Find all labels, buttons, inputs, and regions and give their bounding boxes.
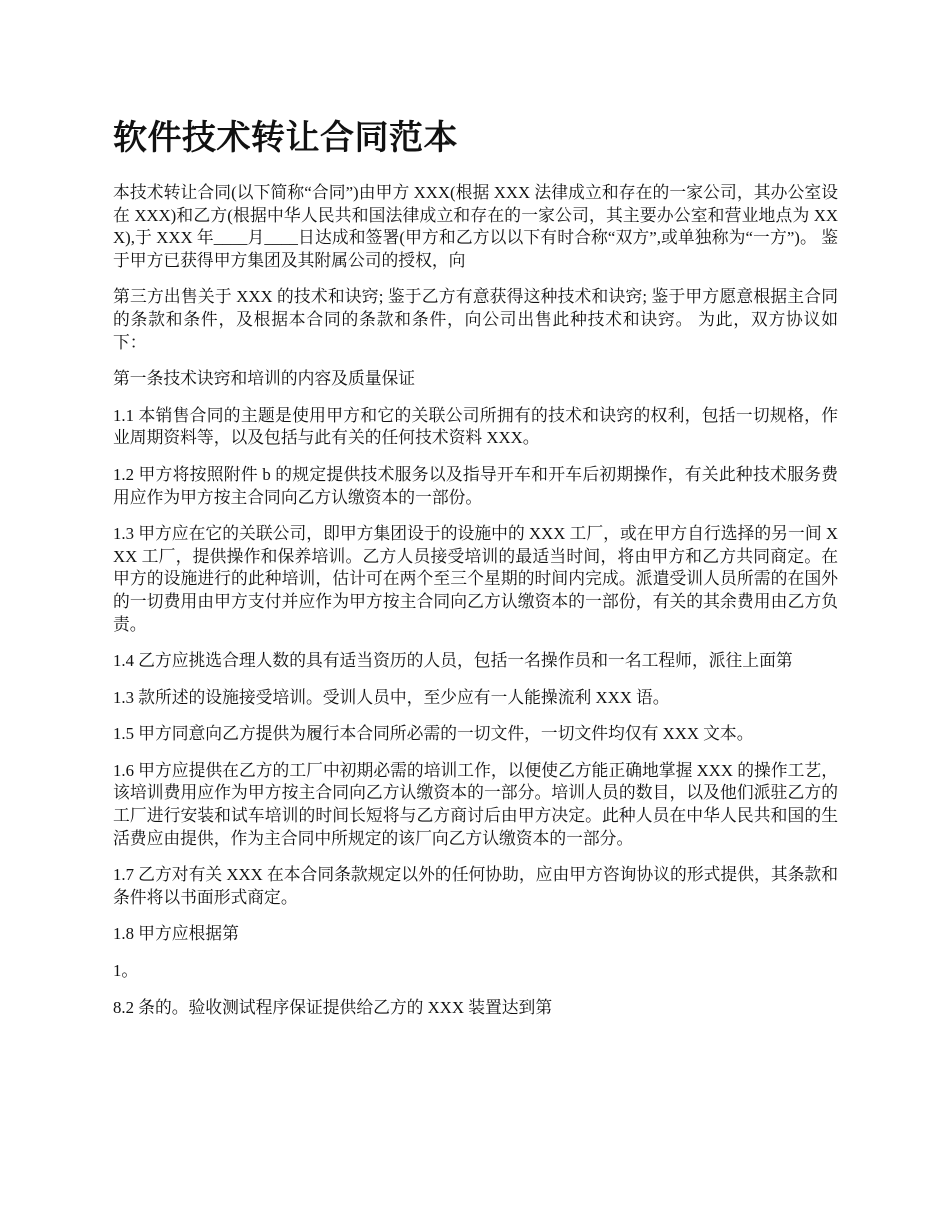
document-title: 软件技术转让合同范本 xyxy=(113,118,458,158)
paragraph-intro: 本技术转让合同(以下简称“合同”)由甲方 XXX(根据 XXX 法律成立和存在的一家公司，其办公室设在 XXX)和乙方(根据中华人民共和国法律成立和存在的一家公司，其主要办公室和营业地点为 XXX),于 XXX 年____月____日达成和签署(甲方和乙方以以下有时合称“双方”,或单独称为“一方”)。 鉴于甲方已获得甲方集团及其附属公司的授权，向 xyxy=(113,183,838,270)
clause-8-2-fragment: 8.2 条的。验收测试程序保证提供给乙方的 XXX 装置达到第 xyxy=(113,997,553,1017)
paragraph-recitals: 第三方出售关于 XXX 的技术和诀窍; 鉴于乙方有意获得这种技术和诀窍; 鉴于甲方愿意根据主合同的条款和条件，及根据本合同的条款和条件，向公司出售此种技术和诀窍。 为此，双方协议如下： xyxy=(113,287,838,352)
clause-1-4: 1.4 乙方应挑选合理人数的具有适当资历的人员，包括一名操作员和一名工程师，派往上面第 xyxy=(113,651,793,671)
document-body xyxy=(113,182,838,1019)
article-heading: 第一条技术诀窍和培训的内容及质量保证 xyxy=(113,369,416,389)
clause-1-8: 1.8 甲方应根据第 xyxy=(113,924,239,944)
clause-1-7: 1.7 乙方对有关 XXX 在本合同条款规定以外的任何协助，应由甲方咨询协议的形式提供，其条款和条件将以书面形式商定。 xyxy=(113,865,838,907)
clause-1-6: 1.6 甲方应提供在乙方的工厂中初期必需的培训工作，以便使乙方能正确地掌握 XXX 的操作工艺，该培训费用应作为甲方按主合同向乙方认缴资本的一部分。培训人员的数目，以及他们派驻乙方的工厂进行安装和试车培训的时间长短将与乙方商讨后由甲方决定。此种人员在中华人民共和国的生活费应由提供，作为主合同中所规定的该厂向乙方认缴资本的一部分。 xyxy=(113,760,838,848)
clause-1-1: 1.1 本销售合同的主题是使用甲方和它的关联公司所拥有的技术和诀窍的权利，包括一切规格，作业周期资料等，以及包括与此有关的任何技术资料 XXX。 xyxy=(113,405,838,448)
clause-1-4-continued: 1.3 款所述的设施接受培训。受训人员中，至少应有一人能操流利 XXX 语。 xyxy=(113,687,670,707)
clause-1-5: 1.5 甲方同意向乙方提供为履行本合同所必需的一切文件，一切文件均仅有 XXX 文本。 xyxy=(113,724,754,744)
clause-1-2: 1.2 甲方将按照附件 b 的规定提供技术服务以及指导开车和开车后初期操作，有关此种技术服务费用应作为甲方按主合同向乙方认缴资本的一部份。 xyxy=(113,464,838,507)
clause-1-8-fragment: 1。 xyxy=(113,961,139,981)
clause-1-3: 1.3 甲方应在它的关联公司，即甲方集团设于的设施中的 XXX 工厂，或在甲方自行选择的另一间 XXX 工厂，提供操作和保养培训。乙方人员接受培训的最适当时间，将由甲方和乙方共同商定。在甲方的设施进行的此种培训，估计可在两个至三个星期的时间内完成。派遣受训人员所需的在国外的一切费用由甲方支付并应作为甲方按主合同向乙方认缴资本的一部份，有关的其余费用由乙方负责。 xyxy=(113,524,838,634)
